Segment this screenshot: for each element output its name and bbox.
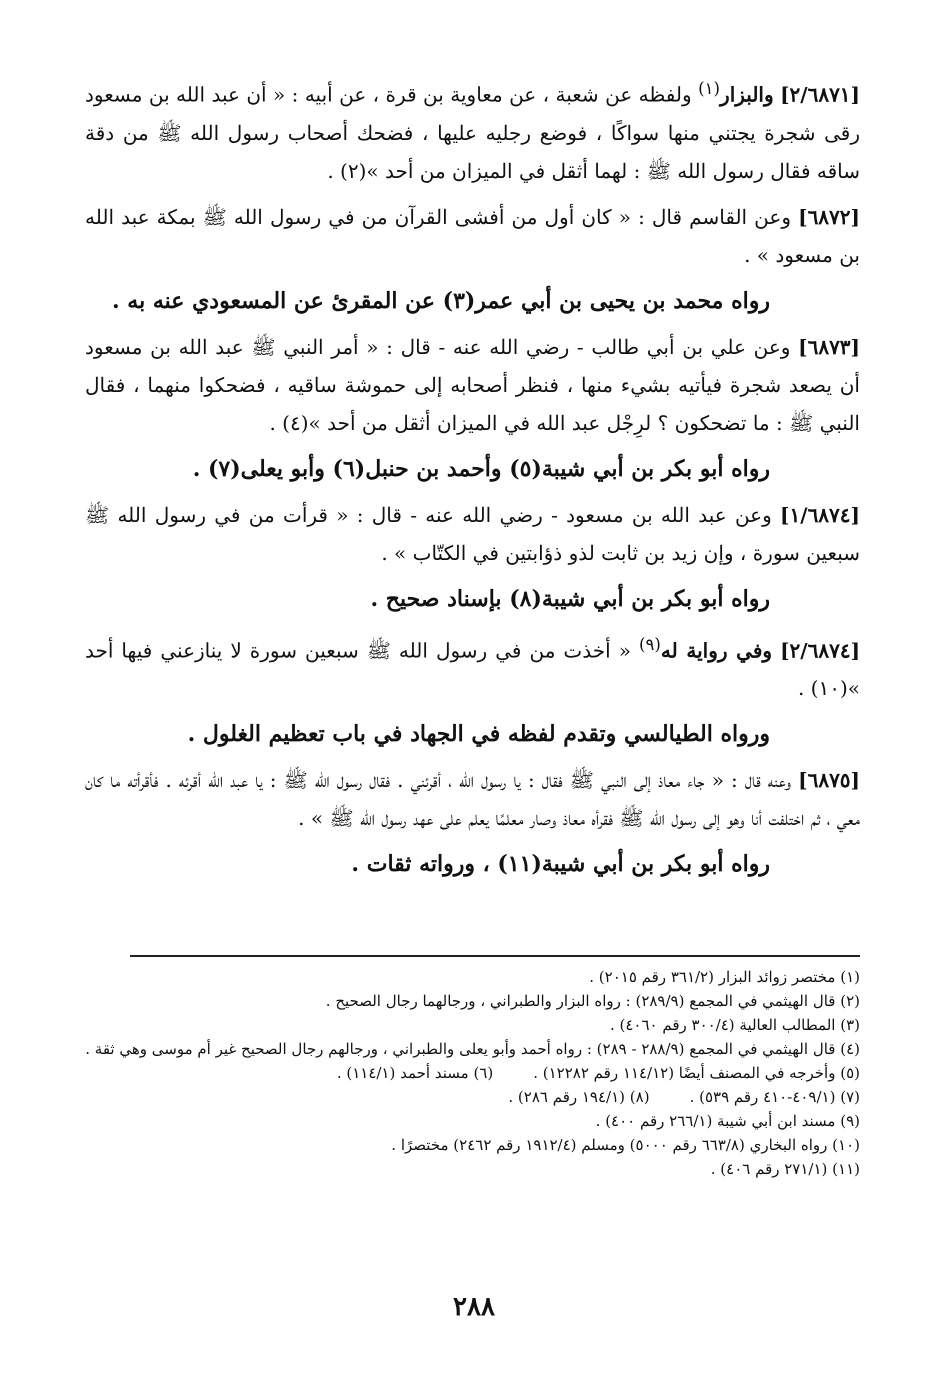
hadith-source: والبزار xyxy=(720,82,774,107)
hadith-entry xyxy=(85,626,860,708)
hadith-text: وعن عبد الله بن مسعود - رضي الله عنه - قال : « قرأت من في رسول الله ﷺ سبعين سورة ، وإن زيد بن ثابت لذو ذؤابتين في الكتّاب » . xyxy=(85,502,860,565)
page-number: ٢٨٨ xyxy=(453,1292,495,1322)
footnote-separator xyxy=(130,955,860,957)
main-text xyxy=(85,70,860,891)
footnote-row xyxy=(85,1086,860,1108)
hadith-number: [٦٨٧٥] xyxy=(798,768,861,793)
hadith-number: [٦٨٧٢] xyxy=(798,204,860,229)
hadith-number: [٦٨٧٣] xyxy=(798,334,861,359)
footnotes xyxy=(85,966,860,1182)
footnote: (٦) مسند أحمد (١١٤/١) . xyxy=(336,1064,494,1082)
hadith-entry xyxy=(85,496,860,572)
hadith-text: وعن علي بن أبي طالب - رضي الله عنه - قال : « أمر النبي ﷺ عبد الله بن مسعود أن يصعد شجرة فيأتيه بشيء منها ، فنظر أصحابه إلى حموشة ساقيه ، فضحكوا منهما ، فقال النبي ﷺ : ما تضحكون ؟ لرِجْل عبد الله في الميزان أثقل من أحد »(٤) . xyxy=(85,334,860,435)
narration-line: رواه محمد بن يحيى بن أبي عمر(٣) عن المقرئ عن المسعودي عنه به . xyxy=(111,287,770,314)
narration-line: رواه أبو بكر بن أبي شيبة(١١) ، ورواته ثقات . xyxy=(351,851,770,878)
footnote: (٥) وأخرجه في المصنف أيضًا (١١٤/١٢ رقم ١٢٢٨٢) . xyxy=(533,1064,860,1082)
narration-line: ورواه الطيالسي وتقدم لفظه في الجهاد في باب تعظيم الغلول . xyxy=(187,721,770,748)
footnote: (١) مختصر زوائد البزار (٣٦١/٢ رقم ٢٠١٥) . xyxy=(589,968,860,986)
footnote: (٢) قال الهيثمي في المجمع (٢٨٩/٩) : رواه البزار والطبراني ، ورجالهما رجال الصحيح . xyxy=(325,992,860,1010)
hadith-entry xyxy=(85,761,860,837)
hadith-number: [٢/٦٨٧١] xyxy=(780,82,861,107)
footnote-marker: (١) xyxy=(698,79,721,98)
hadith-text: وعن القاسم قال : « كان أول من أفشى القرآن من في رسول الله ﷺ بمكة عبد الله بن مسعود » . xyxy=(85,204,860,267)
footnote: (٩) مسند ابن أبي شيبة (٢٦٦/١ رقم ٤٠٠) . xyxy=(595,1112,860,1130)
hadith-number: [١/٦٨٧٤] xyxy=(780,502,860,527)
footnote: (٧) (٤٠٩/١-٤١٠ رقم ٥٣٩) . xyxy=(689,1088,860,1106)
narration-line: رواه أبو بكر بن أبي شيبة(٨) بإسناد صحيح . xyxy=(370,585,770,612)
hadith-entry xyxy=(85,198,860,274)
hadith-text: وعنه قال : « جاء معاذ إلى النبي ﷺ فقال : يا رسول الله ، أقرئني . فقال رسول الله ﷺ : يا عبد الله أقرئه . فأقرأته ما كان معي ، ثم اختلفت أنا وهو إلى رسول الله ﷺ فقرأه معاذ وصار معلمًا يعلم على عهد رسول الله ﷺ » . xyxy=(85,768,860,831)
hadith-number: [٢/٦٨٧٤] xyxy=(780,638,861,663)
hadith-entry xyxy=(85,70,860,190)
hadith-text: ولفظه عن شعبة ، عن معاوية بن قرة ، عن أبيه : « أن عبد الله بن مسعود رقى شجرة يجتني منها سواكًا ، فوضع رجليه عليها ، فضحك أصحاب رسول الله ﷺ من دقة ساقه فقال رسول الله ﷺ : لهما أثقل في الميزان من أحد »(٢) . xyxy=(85,82,860,183)
footnote: (٤) قال الهيثمي في المجمع (٢٨٨/٩ - ٢٨٩) : رواه أحمد وأبو يعلى والطبراني ، ورجالهم رجال الصحيح غير أم موسى وهي ثقة . xyxy=(85,1040,860,1058)
footnote-row xyxy=(85,1062,860,1084)
hadith-entry xyxy=(85,328,860,442)
narration-line: رواه أبو بكر بن أبي شيبة(٥) وأحمد بن حنبل(٦) وأبو يعلى(٧) . xyxy=(192,455,770,482)
hadith-text: « أخذت من في رسول الله ﷺ سبعين سورة لا ينازعني فيها أحد »(١٠) . xyxy=(85,638,860,701)
footnote: (٣) المطالب العالية (٣٠٠/٤ رقم ٤٠٦٠) . xyxy=(609,1016,860,1034)
hadith-source: وفي رواية له xyxy=(660,638,773,663)
footnote: (١١) (٢٧١/١ رقم ٤٠٦) . xyxy=(710,1160,860,1178)
footnote-marker: (٩) xyxy=(638,634,661,654)
footnote: (١٠) رواه البخاري (٦٦٣/٨ رقم ٥٠٠٠) ومسلم (١٩١٢/٤ رقم ٢٤٦٢) مختصرًا . xyxy=(391,1136,860,1154)
footnote: (٨) (١٩٤/١ رقم ٢٨٦) . xyxy=(508,1088,650,1106)
